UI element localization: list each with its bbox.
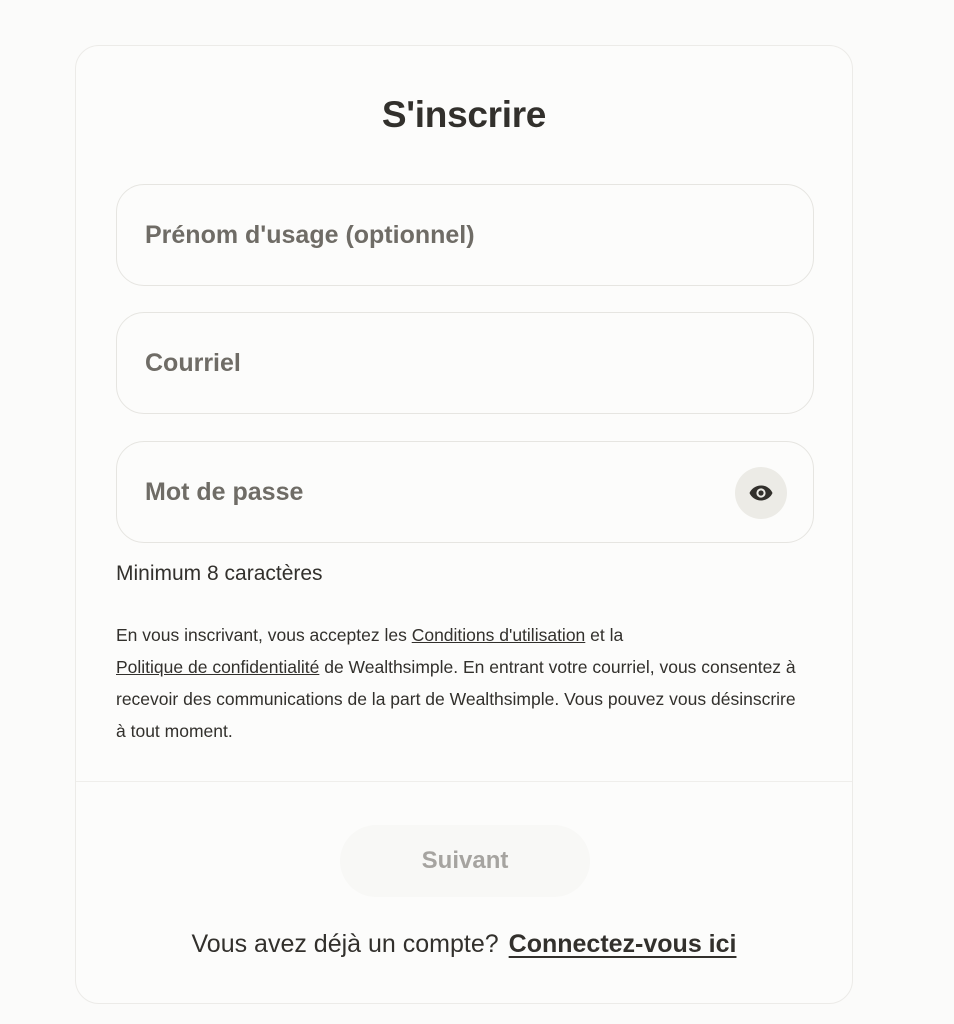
email-field-container — [116, 312, 814, 414]
legal-text-rest: de Wealthsimple. En entrant votre courriel, vous consentez à recevoir des communications de la part de Wealthsimple. Vous pouvez vous désinscrire à tout moment. — [116, 657, 796, 741]
signin-prompt — [76, 930, 852, 959]
signin-link[interactable]: Connectez-vous ici — [508, 930, 737, 958]
password-hint: Minimum 8 caractères — [116, 562, 323, 585]
next-button[interactable]: Suivant — [340, 825, 590, 897]
toggle-password-visibility-button[interactable] — [735, 467, 787, 519]
first-name-input[interactable] — [117, 185, 813, 285]
page-title: S'inscrire — [381, 94, 547, 135]
have-account-text: Vous avez déjà un compte? — [191, 930, 499, 958]
first-name-field-container — [116, 184, 814, 286]
legal-notice — [116, 619, 796, 747]
password-input[interactable] — [117, 442, 813, 542]
eye-icon — [748, 484, 774, 502]
terms-link[interactable]: Conditions d'utilisation — [411, 625, 586, 645]
legal-text-between: et la — [585, 625, 624, 645]
footer-divider — [76, 781, 852, 782]
legal-text-intro: En vous inscrivant, vous acceptez les — [116, 625, 412, 645]
signup-card — [75, 45, 853, 1004]
privacy-link[interactable]: Politique de confidentialité — [116, 657, 320, 677]
email-input[interactable] — [117, 313, 813, 413]
password-field-container — [116, 441, 814, 543]
